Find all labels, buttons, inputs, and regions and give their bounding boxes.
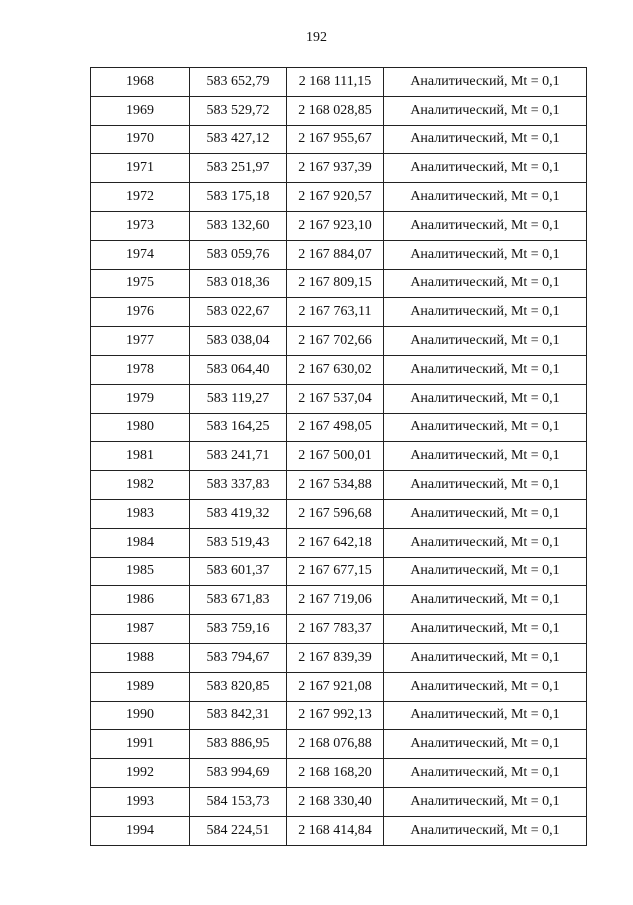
table-row [91,413,587,442]
table-row [91,355,587,384]
y-coordinate-cell: 2 167 992,13 [287,701,384,730]
method-cell: Аналитический, Mt = 0,1 [384,816,587,845]
y-coordinate-cell: 2 167 809,15 [287,269,384,298]
table-row [91,442,587,471]
method-cell: Аналитический, Mt = 0,1 [384,787,587,816]
table-row [91,68,587,97]
method-cell: Аналитический, Mt = 0,1 [384,499,587,528]
y-coordinate-cell: 2 167 596,68 [287,499,384,528]
table-row [91,816,587,845]
y-coordinate-cell: 2 168 111,15 [287,68,384,97]
method-cell: Аналитический, Mt = 0,1 [384,557,587,586]
x-coordinate-cell: 583 820,85 [190,672,287,701]
x-coordinate-cell: 583 018,36 [190,269,287,298]
point-number-cell: 1974 [91,240,190,269]
y-coordinate-cell: 2 167 839,39 [287,643,384,672]
point-number-cell: 1982 [91,471,190,500]
point-number-cell: 1977 [91,327,190,356]
y-coordinate-cell: 2 167 630,02 [287,355,384,384]
table-row [91,211,587,240]
y-coordinate-cell: 2 167 702,66 [287,327,384,356]
method-cell: Аналитический, Mt = 0,1 [384,68,587,97]
method-cell: Аналитический, Mt = 0,1 [384,643,587,672]
table-row [91,183,587,212]
point-number-cell: 1972 [91,183,190,212]
x-coordinate-cell: 583 241,71 [190,442,287,471]
point-number-cell: 1968 [91,68,190,97]
point-number-cell: 1976 [91,298,190,327]
page-number: 192 [306,30,327,45]
y-coordinate-cell: 2 167 955,67 [287,125,384,154]
table-row [91,759,587,788]
x-coordinate-cell: 583 022,67 [190,298,287,327]
coordinates-table [90,67,587,846]
method-cell: Аналитический, Mt = 0,1 [384,211,587,240]
table-row [91,154,587,183]
point-number-cell: 1992 [91,759,190,788]
x-coordinate-cell: 583 886,95 [190,730,287,759]
table-row [91,125,587,154]
point-number-cell: 1973 [91,211,190,240]
x-coordinate-cell: 584 153,73 [190,787,287,816]
table-row [91,298,587,327]
method-cell: Аналитический, Mt = 0,1 [384,96,587,125]
point-number-cell: 1990 [91,701,190,730]
x-coordinate-cell: 583 164,25 [190,413,287,442]
method-cell: Аналитический, Mt = 0,1 [384,413,587,442]
y-coordinate-cell: 2 167 920,57 [287,183,384,212]
point-number-cell: 1986 [91,586,190,615]
point-number-cell: 1989 [91,672,190,701]
table-row [91,240,587,269]
method-cell: Аналитический, Mt = 0,1 [384,442,587,471]
point-number-cell: 1975 [91,269,190,298]
x-coordinate-cell: 583 064,40 [190,355,287,384]
y-coordinate-cell: 2 167 921,08 [287,672,384,701]
x-coordinate-cell: 583 671,83 [190,586,287,615]
coordinates-table-body [91,68,587,846]
table-row [91,672,587,701]
y-coordinate-cell: 2 167 923,10 [287,211,384,240]
y-coordinate-cell: 2 168 414,84 [287,816,384,845]
method-cell: Аналитический, Mt = 0,1 [384,471,587,500]
x-coordinate-cell: 583 038,04 [190,327,287,356]
table-row [91,327,587,356]
method-cell: Аналитический, Mt = 0,1 [384,125,587,154]
y-coordinate-cell: 2 168 076,88 [287,730,384,759]
point-number-cell: 1984 [91,528,190,557]
y-coordinate-cell: 2 168 168,20 [287,759,384,788]
x-coordinate-cell: 583 842,31 [190,701,287,730]
point-number-cell: 1988 [91,643,190,672]
method-cell: Аналитический, Mt = 0,1 [384,355,587,384]
point-number-cell: 1983 [91,499,190,528]
x-coordinate-cell: 583 132,60 [190,211,287,240]
point-number-cell: 1993 [91,787,190,816]
method-cell: Аналитический, Mt = 0,1 [384,672,587,701]
method-cell: Аналитический, Mt = 0,1 [384,269,587,298]
y-coordinate-cell: 2 167 763,11 [287,298,384,327]
table-row [91,615,587,644]
table-row [91,643,587,672]
y-coordinate-cell: 2 167 677,15 [287,557,384,586]
x-coordinate-cell: 583 529,72 [190,96,287,125]
y-coordinate-cell: 2 167 783,37 [287,615,384,644]
method-cell: Аналитический, Mt = 0,1 [384,183,587,212]
y-coordinate-cell: 2 167 884,07 [287,240,384,269]
point-number-cell: 1981 [91,442,190,471]
table-row [91,787,587,816]
y-coordinate-cell: 2 167 719,06 [287,586,384,615]
x-coordinate-cell: 583 175,18 [190,183,287,212]
x-coordinate-cell: 583 251,97 [190,154,287,183]
y-coordinate-cell: 2 167 534,88 [287,471,384,500]
table-row [91,96,587,125]
method-cell: Аналитический, Mt = 0,1 [384,327,587,356]
y-coordinate-cell: 2 168 028,85 [287,96,384,125]
x-coordinate-cell: 583 119,27 [190,384,287,413]
x-coordinate-cell: 583 601,37 [190,557,287,586]
y-coordinate-cell: 2 167 537,04 [287,384,384,413]
method-cell: Аналитический, Mt = 0,1 [384,730,587,759]
point-number-cell: 1969 [91,96,190,125]
x-coordinate-cell: 583 419,32 [190,499,287,528]
method-cell: Аналитический, Mt = 0,1 [384,240,587,269]
y-coordinate-cell: 2 167 642,18 [287,528,384,557]
point-number-cell: 1987 [91,615,190,644]
point-number-cell: 1978 [91,355,190,384]
x-coordinate-cell: 583 794,67 [190,643,287,672]
x-coordinate-cell: 583 337,83 [190,471,287,500]
x-coordinate-cell: 583 427,12 [190,125,287,154]
x-coordinate-cell: 583 519,43 [190,528,287,557]
y-coordinate-cell: 2 167 498,05 [287,413,384,442]
method-cell: Аналитический, Mt = 0,1 [384,154,587,183]
method-cell: Аналитический, Mt = 0,1 [384,615,587,644]
method-cell: Аналитический, Mt = 0,1 [384,528,587,557]
x-coordinate-cell: 583 759,16 [190,615,287,644]
method-cell: Аналитический, Mt = 0,1 [384,701,587,730]
method-cell: Аналитический, Mt = 0,1 [384,298,587,327]
point-number-cell: 1991 [91,730,190,759]
y-coordinate-cell: 2 168 330,40 [287,787,384,816]
x-coordinate-cell: 583 059,76 [190,240,287,269]
point-number-cell: 1970 [91,125,190,154]
point-number-cell: 1979 [91,384,190,413]
x-coordinate-cell: 583 652,79 [190,68,287,97]
table-row [91,384,587,413]
table-row [91,586,587,615]
y-coordinate-cell: 2 167 500,01 [287,442,384,471]
table-row [91,471,587,500]
point-number-cell: 1985 [91,557,190,586]
table-row [91,269,587,298]
x-coordinate-cell: 583 994,69 [190,759,287,788]
method-cell: Аналитический, Mt = 0,1 [384,384,587,413]
method-cell: Аналитический, Mt = 0,1 [384,586,587,615]
table-row [91,730,587,759]
table-row [91,528,587,557]
table-row [91,557,587,586]
point-number-cell: 1971 [91,154,190,183]
x-coordinate-cell: 584 224,51 [190,816,287,845]
table-row [91,499,587,528]
method-cell: Аналитический, Mt = 0,1 [384,759,587,788]
y-coordinate-cell: 2 167 937,39 [287,154,384,183]
point-number-cell: 1994 [91,816,190,845]
table-row [91,701,587,730]
point-number-cell: 1980 [91,413,190,442]
